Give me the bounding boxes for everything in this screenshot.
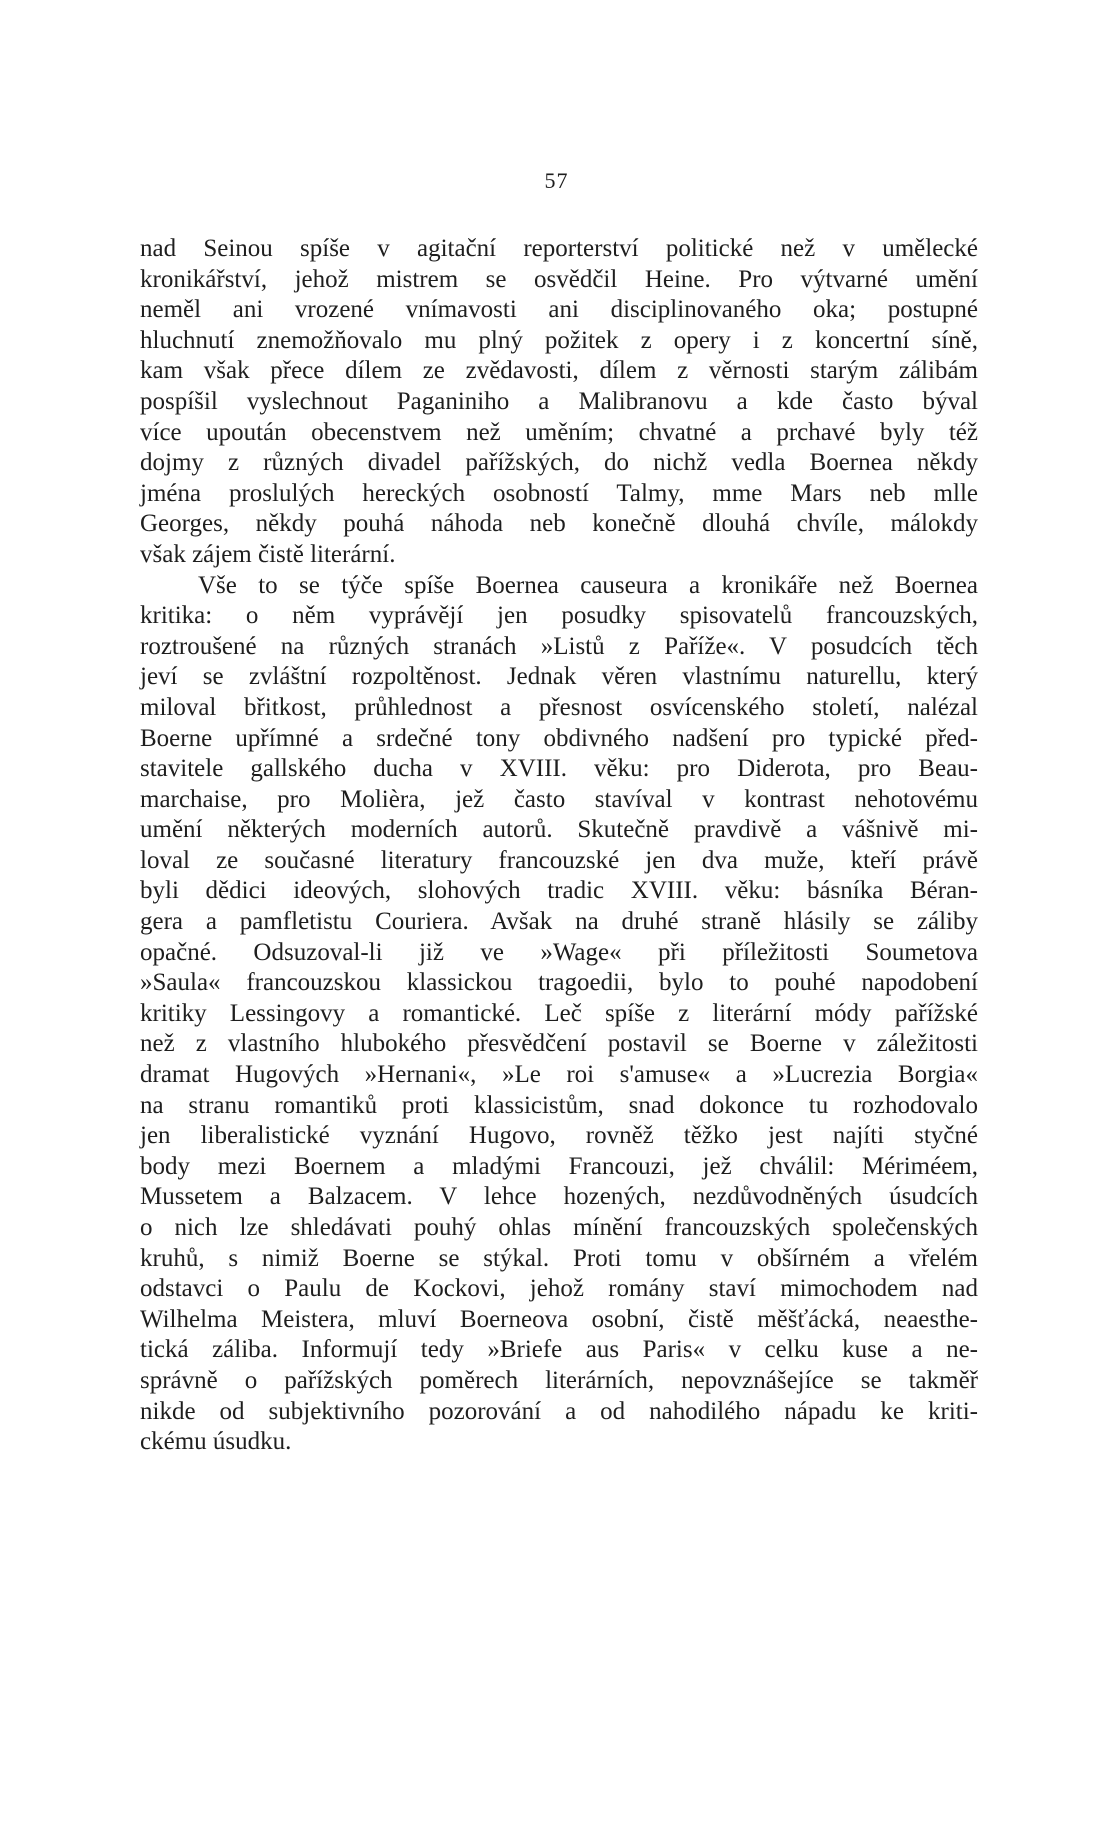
text-line: Vše to se týče spíše Boernea causeura a kronikáře než Boernea	[198, 571, 978, 599]
body-text	[140, 234, 978, 1458]
text-line: než z vlastního hlubokého přesvědčení postavil se Boerne v záležitosti	[140, 1030, 978, 1058]
text-line: však zájem čistě literární.	[140, 540, 396, 568]
text-line: marchaise, pro Molièra, jež často stavíval v kontrast nehotovému	[140, 785, 978, 813]
text-line: dojmy z různých divadel pařížských, do nichž vedla Boernea někdy	[140, 449, 978, 477]
text-line: kam však přece dílem ze zvědavosti, dílem z věrnosti starým zálibám	[140, 357, 978, 385]
text-line: hluchnutí znemožňovalo mu plný požitek z opery i z koncertní síně,	[140, 326, 978, 354]
text-line: kronikářství, jehož mistrem se osvědčil Heine. Pro výtvarné umění	[140, 265, 978, 293]
text-line: Wilhelma Meistera, mluví Boerneova osobní, čistě měšťácká, neaesthe-	[140, 1305, 978, 1333]
text-line: Boerne upřímné a srdečné tony obdivného nadšení pro typické před-	[140, 724, 978, 752]
text-line: roztroušené na různých stranách »Listů z Paříže«. V posudcích těch	[140, 632, 978, 660]
text-line: jeví se zvláštní rozpoltěnost. Jednak věren vlastnímu naturellu, který	[140, 663, 978, 691]
text-line: miloval břitkost, průhlednost a přesnost osvícenského století, nalézal	[140, 693, 978, 721]
text-line: stavitele gallského ducha v XVIII. věku: pro Diderota, pro Beau-	[140, 755, 978, 783]
text-line: jména proslulých hereckých osobností Talmy, mme Mars neb mlle	[140, 479, 978, 507]
text-line: nikde od subjektivního pozorování a od nahodilého nápadu ke kriti-	[140, 1397, 978, 1425]
text-line: pospíšil vyslechnout Paganiniho a Malibranovu a kde často býval	[140, 387, 978, 415]
text-line: odstavci o Paulu de Kockovi, jehož romány staví mimochodem nad	[140, 1275, 978, 1303]
page-number: 57	[544, 168, 569, 193]
text-line: správně o pařížských poměrech literárních, nepovznášejíce se takměř	[140, 1366, 978, 1394]
text-line: Mussetem a Balzacem. V lehce hozených, nezdůvodněných úsudcích	[140, 1183, 978, 1211]
text-line: opačné. Odsuzoval-li již ve »Wage« při příležitosti Soumetova	[140, 938, 978, 966]
text-line: byli dědici ideových, slohových tradic XVIII. věku: básníka Béran-	[140, 877, 978, 905]
text-line: umění některých moderních autorů. Skutečně pravdivě a vášnivě mi-	[140, 816, 978, 844]
text-line: více upoután obecenstvem než uměním; chvatné a prchavé byly též	[140, 418, 978, 446]
text-line: »Saula« francouzskou klassickou tragoedii, bylo to pouhé napodobení	[140, 969, 978, 997]
text-line: gera a pamfletistu Couriera. Avšak na druhé straně hlásily se záliby	[140, 908, 978, 936]
text-line: dramat Hugových »Hernani«, »Le roi s'amuse« a »Lucrezia Borgia«	[140, 1061, 978, 1089]
text-line: kritika: o něm vyprávějí jen posudky spisovatelů francouzských,	[140, 602, 978, 630]
text-line: tická záliba. Informují tedy »Briefe aus Paris« v celku kuse a ne-	[140, 1336, 978, 1364]
text-line: kruhů, s nimiž Boerne se stýkal. Proti tomu v obšírném a vřelém	[140, 1244, 978, 1272]
text-line: na stranu romantiků proti klassicistům, snad dokonce tu rozhodovalo	[140, 1091, 978, 1119]
text-line: loval ze současné literatury francouzské jen dva muže, kteří právě	[140, 846, 978, 874]
text-line: ckému úsudku.	[140, 1428, 292, 1456]
text-line: nad Seinou spíše v agitační reporterství politické než v umělecké	[140, 235, 978, 262]
text-line: o nich lze shledávati pouhý ohlas mínění francouzských společenských	[140, 1214, 978, 1241]
text-line: jen liberalistické vyznání Hugovo, rovněž těžko jest najíti styčné	[140, 1122, 978, 1150]
text-line: kritiky Lessingovy a romantické. Leč spíše z literární módy pařížské	[140, 999, 978, 1027]
text-line: body mezi Boernem a mladými Francouzi, jež chválil: Mériméem,	[140, 1152, 978, 1180]
text-line: neměl ani vrozené vnímavosti ani disciplinovaného oka; postupné	[140, 296, 978, 324]
text-line: Georges, někdy pouhá náhoda neb konečně dlouhá chvíle, málokdy	[140, 510, 978, 538]
